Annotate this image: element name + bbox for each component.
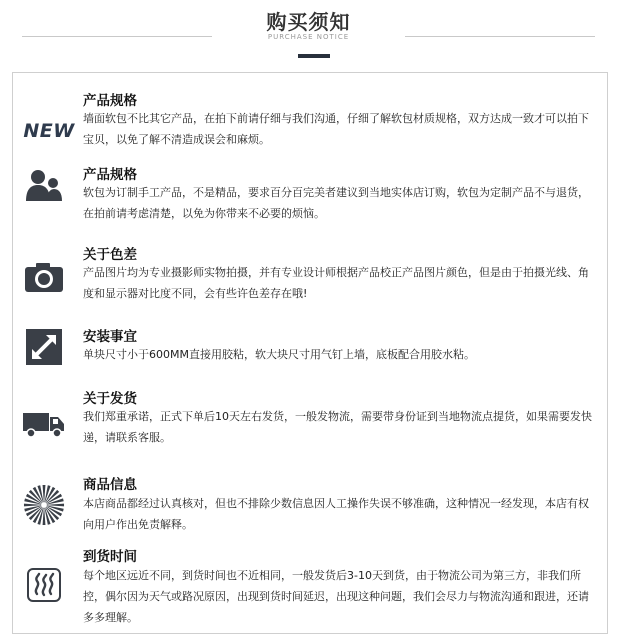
camera-icon	[23, 259, 65, 295]
heat-waves-icon	[23, 567, 65, 603]
item-body: 每个地区远近不同，到货时间也不近相同，一般发货后3-10天到货，由于物流公司为第三方，非我们所控，偶尔因为天气或路况原因，出现到货时间延迟，出现这种问题，我们会尽力与物流沟通和跟进，还请多多理解。	[83, 569, 589, 624]
header-divider-right	[405, 36, 595, 37]
notice-header	[0, 0, 617, 70]
item-heading: 产品规格	[83, 167, 137, 183]
expand-arrows-icon	[23, 329, 65, 365]
item-body: 我们郑重承诺，正式下单后10天左右发货，一般发物流，需要带身份证到当地物流点提货，如果需要发快递，请联系客服。	[83, 410, 592, 444]
item-heading: 关于色差	[83, 247, 137, 263]
item-body: 单块尺寸小于600MM直接用胶粘，软大块尺寸用气钉上墙，底板配合用胶水粘。	[83, 348, 475, 361]
item-heading: 产品规格	[83, 93, 137, 109]
page-title: 购买须知	[266, 10, 351, 34]
item-heading: 商品信息	[83, 477, 137, 493]
new-badge-icon	[21, 113, 77, 149]
aperture-icon	[23, 483, 65, 527]
users-icon	[23, 167, 65, 203]
item-heading: 安装事宜	[83, 329, 137, 345]
item-heading: 到货时间	[83, 549, 137, 565]
item-body: 软包为订制手工产品，不是精品，要求百分百完美者建议到当地实体店订购，软包为定制产品不与退货，在拍前请考虑清楚，以免为你带来不必要的烦恼。	[83, 186, 589, 220]
item-body: 本店商品都经过认真核对，但也不排除少数信息因人工操作失误不够准确，这种情况一经发现，本店有权向用户作出免责解释。	[83, 497, 589, 531]
new-badge-text: NEW	[23, 120, 75, 142]
truck-icon	[23, 407, 65, 443]
notice-panel	[12, 72, 608, 634]
item-heading: 关于发货	[83, 391, 137, 407]
page-subtitle: PURCHASE NOTICE	[267, 33, 350, 41]
item-body: 产品图片均为专业摄影师实物拍摄，并有专业设计师根据产品校正产品图片颜色，但是由于拍摄光线、角度和显示器对比度不同，会有些许色差存在哦!	[83, 266, 589, 300]
header-accent-bar	[298, 54, 330, 58]
item-body: 墙面软包不比其它产品，在拍下前请仔细与我们沟通，仔细了解软包材质规格，双方达成一致才可以拍下宝贝，以免了解不清造成误会和麻烦。	[83, 112, 589, 146]
